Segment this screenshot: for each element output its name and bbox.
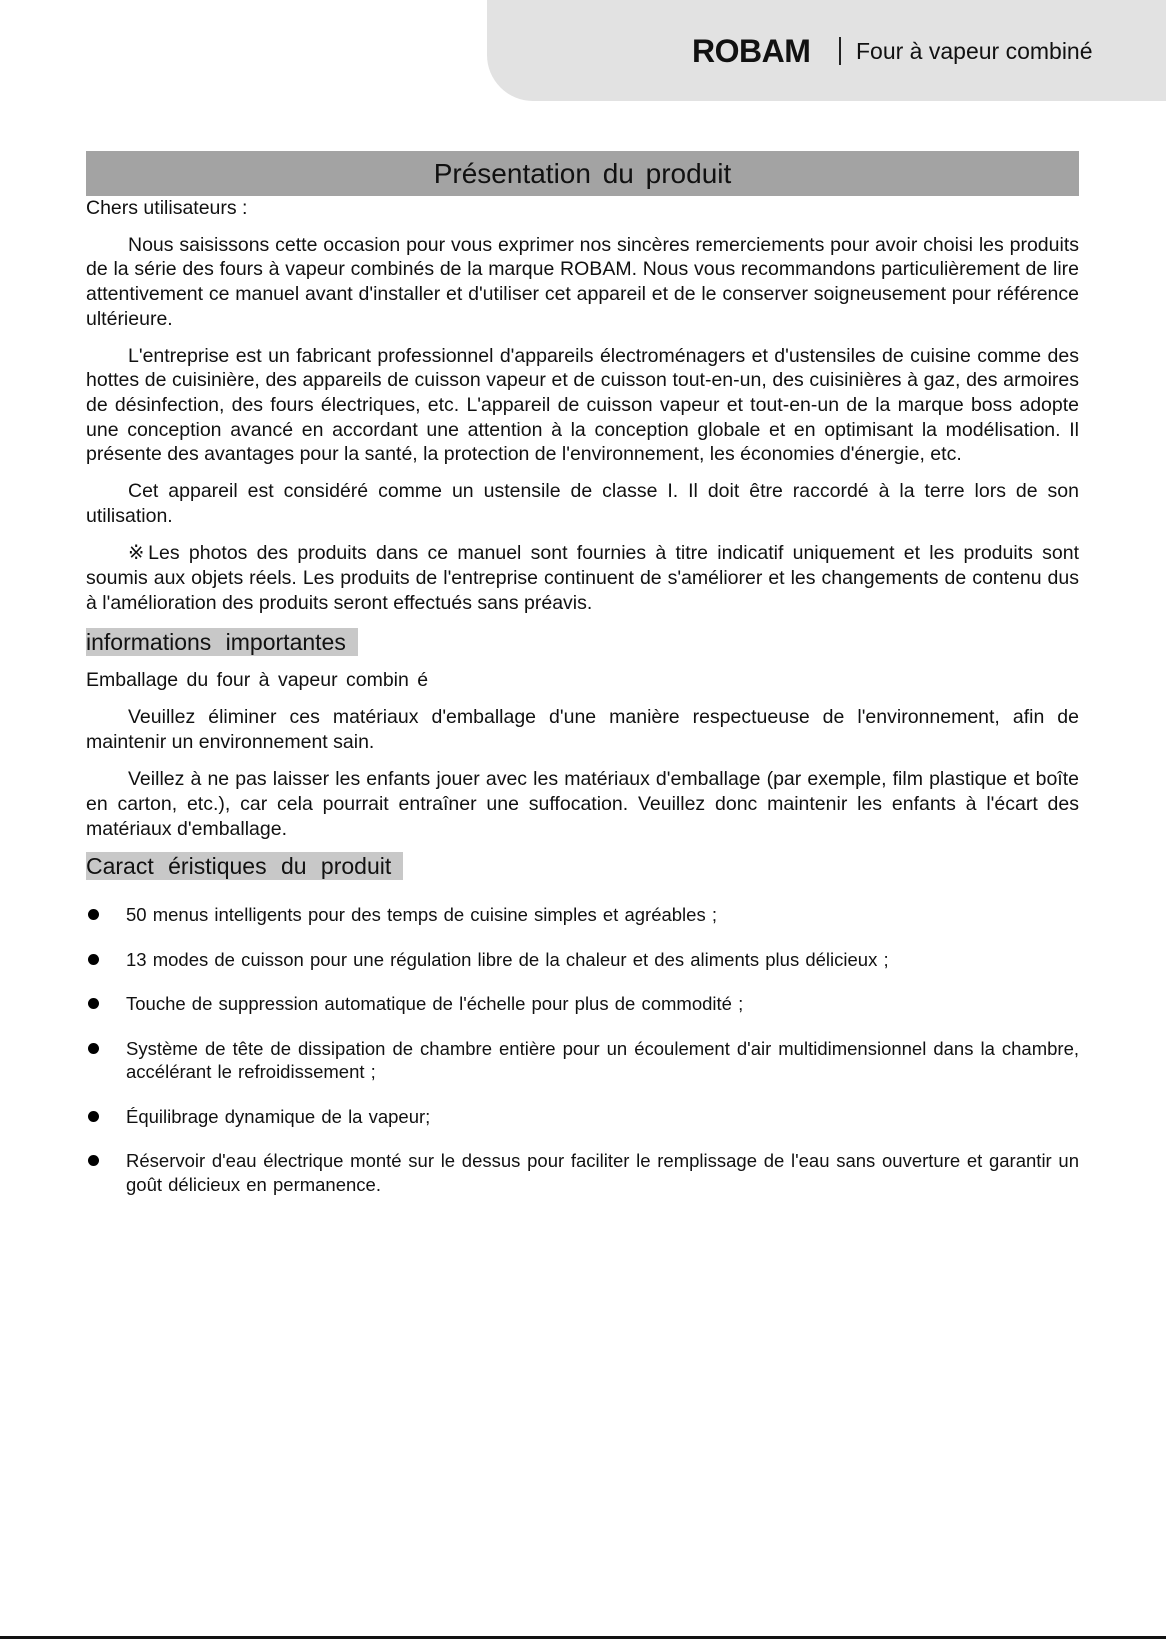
feature-text: Équilibrage dynamique de la vapeur; (126, 1105, 431, 1127)
greeting: Chers utilisateurs : (86, 197, 248, 219)
important-info-heading: informations importantes (86, 628, 358, 656)
packaging-subheading: Emballage du four à vapeur combin é (86, 669, 429, 692)
bullet-icon (88, 998, 99, 1009)
header-divider (839, 37, 841, 65)
feature-item (86, 903, 1079, 927)
brand-logo: ROBAM (692, 33, 811, 69)
feature-text: Touche de suppression automatique de l'échelle pour plus de commodité ; (126, 993, 744, 1015)
intro-paragraph-1: Nous saisissons cette occasion pour vous exprimer nos sincères remerciements pour avoir choisi les produits de la série des fours à vapeur combinés de la marque ROBAM. Nous vous recommandons particulièrement de lire attentivement ce manuel avant d'installer et d'utiliser cet appareil et de le conserver soigneusement pour référence ultérieure. (86, 233, 1079, 330)
feature-item (86, 1149, 1079, 1196)
intro-paragraph-2: L'entreprise est un fabricant professionnel d'appareils électroménagers et d'ustensiles de cuisine comme des hottes de cuisinière, des appareils de cuisson vapeur et de cuisson tout-en-un, des cuisinières à gaz, des armoires de désinfection, des fours électriques, etc. L'appareil de cuisson vapeur et tout-en-un de la marque boss adopte une conception avancé en accordant une attention à la conception globale et en optimisant la modélisation. Il présente des avantages pour la santé, la protection de l'environnement, les économies d'énergie, etc. (86, 344, 1079, 466)
features-heading: Caract éristiques du produit (86, 852, 403, 880)
feature-item (86, 1037, 1079, 1084)
header-product-name: Four à vapeur combiné (856, 38, 1093, 64)
features-list (86, 903, 1079, 1196)
bullet-icon (88, 909, 99, 920)
feature-item (86, 1105, 1079, 1129)
packaging-paragraph-1: Veuillez éliminer ces matériaux d'emballage d'une manière respectueuse de l'environnement, afin de maintenir un environnement sain. (86, 705, 1079, 753)
feature-text: 50 menus intelligents pour des temps de cuisine simples et agréables ; (126, 904, 717, 926)
bullet-icon (88, 1111, 99, 1122)
feature-text: Système de tête de dissipation de chambre entière pour un écoulement d'air multidimensionnel dans la chambre, accélérant le refroidissement ; (126, 1037, 1079, 1083)
page-title: Présentation du produit (86, 151, 1079, 196)
packaging-paragraph-2: Veillez à ne pas laisser les enfants jouer avec les matériaux d'emballage (par exemple, film plastique et boîte en carton, etc.), car cela pourrait entraîner une suffocation. Veuillez donc maintenir les enfants à l'écart des matériaux d'emballage. (86, 768, 1079, 840)
feature-item (86, 948, 1079, 972)
bullet-icon (88, 1043, 99, 1054)
bullet-icon (88, 1155, 99, 1166)
main-content (86, 196, 1079, 1196)
feature-text: 13 modes de cuisson pour une régulation libre de la chaleur et des aliments plus délicieux ; (126, 948, 889, 970)
intro-paragraph-4: ※Les photos des produits dans ce manuel sont fournies à titre indicatif uniquement et les produits sont soumis aux objets réels. Les produits de l'entreprise continuent de s'améliorer et les changements de contenu dus à l'amélioration des produits seront effectués sans préavis. (86, 542, 1079, 614)
feature-item (86, 992, 1079, 1016)
intro-paragraph-3: Cet appareil est considéré comme un ustensile de classe I. Il doit être raccordé à la terre lors de son utilisation. (86, 480, 1079, 527)
bullet-icon (88, 954, 99, 965)
feature-text: Réservoir d'eau électrique monté sur le dessus pour faciliter le remplissage de l'eau sans ouverture et garantir un goût délicieux en permanence. (126, 1150, 1079, 1195)
